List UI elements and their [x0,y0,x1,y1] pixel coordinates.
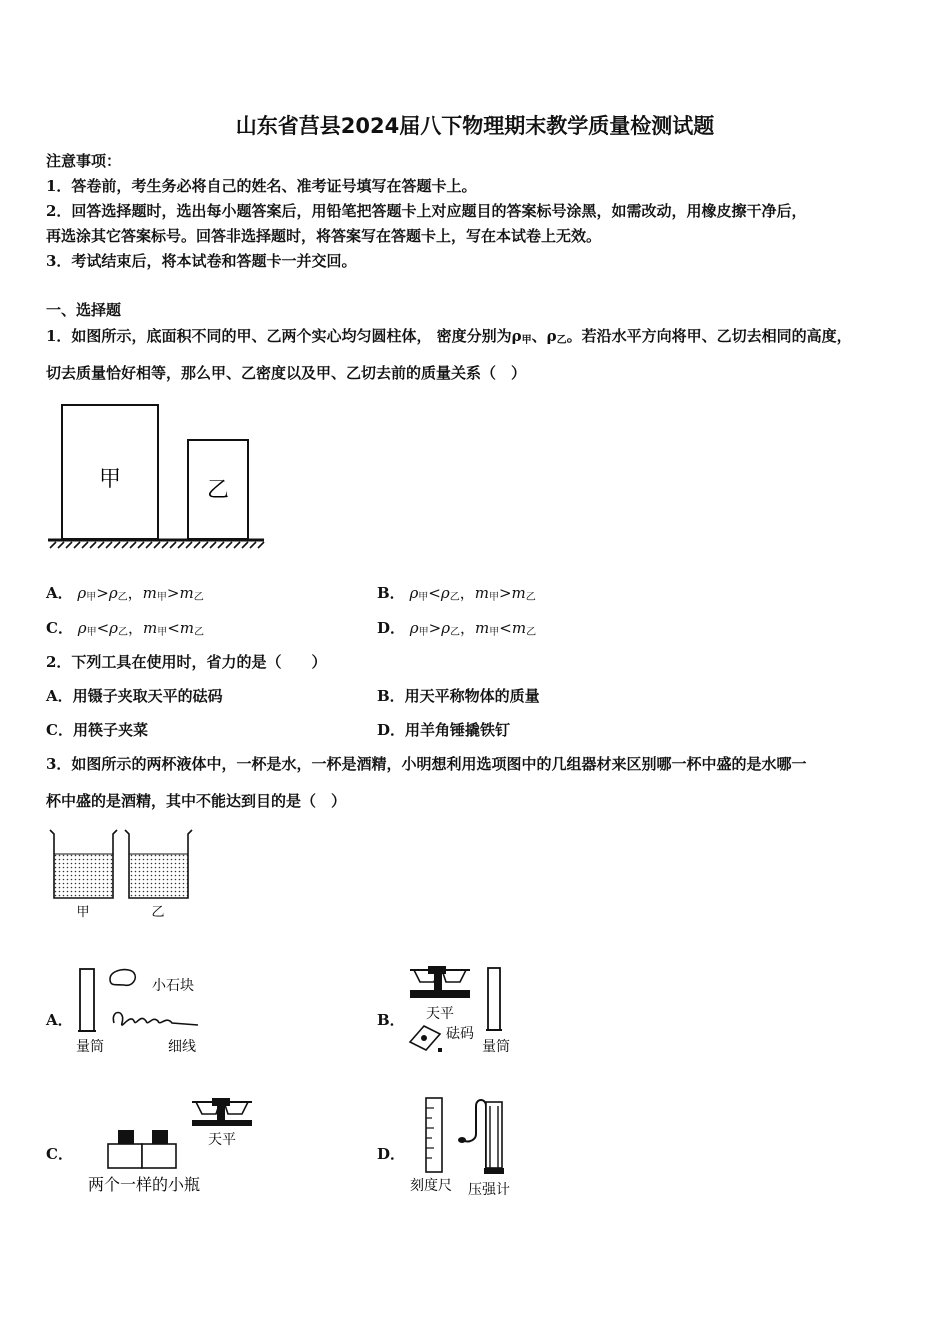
label-ruler: 刻度尺 [410,1178,452,1194]
q3-beakers-figure [46,826,196,921]
q3-option-c-letter[interactable]: C． [46,1145,73,1163]
option-letter: D． [377,619,406,637]
q1-option-b[interactable] [377,583,536,608]
q1-option-a[interactable] [46,583,204,608]
section-title: 一、选择题 [46,301,122,319]
sub: 甲 [489,627,500,638]
label-yi: 乙 [206,478,230,503]
option-letter: A． [46,584,73,602]
beaker-label-yi: 乙 [151,905,165,920]
relation: < [499,619,512,637]
weights-box-icon [410,1026,442,1052]
label-gauge: 压强计 [468,1182,510,1198]
notice-heading: 注意事项： [46,152,122,170]
q1-sub-jia: 甲 [521,335,532,346]
rho: ρ [441,619,451,637]
notice-item-2: 2．回答选择题时，选出每小题答案后，用铅笔把答题卡上对应题目的答案标号涂黑，如需改动，用橡皮擦干净后， [46,202,807,220]
q1-stem-line2: 切去质量恰好相等，那么甲、乙密度以及甲、乙切去前的质量关系（ ） [46,364,527,382]
sub: 乙 [117,592,128,603]
sub: 乙 [526,627,537,638]
sub: 乙 [117,627,128,638]
relation: < [167,619,180,637]
page-title: 山东省莒县2024届八下物理期末教学质量检测试题 [235,114,715,138]
q3-option-d-letter[interactable]: D． [377,1145,406,1163]
q1-option-d[interactable] [377,618,536,643]
q2-option-d[interactable]: D．用羊角锤撬铁钉 [377,721,511,739]
q1-stem-line1 [46,326,852,351]
relation: > [96,584,109,602]
label-cylinder: 量筒 [76,1039,104,1055]
comma: ， [127,584,143,602]
option-letter: C． [46,619,73,637]
q1-option-c[interactable] [46,618,204,643]
sub: 乙 [449,592,460,603]
pressure-gauge-icon [458,1100,504,1174]
bottle-icon [142,1130,176,1168]
sub: 甲 [86,592,97,603]
label-cylinder: 量筒 [482,1039,510,1055]
q1-sub-yi: 乙 [556,335,567,346]
comma: ， [459,584,475,602]
sub: 甲 [157,627,168,638]
option-letter: B． [377,584,405,602]
relation: < [428,584,441,602]
rho: ρ [109,619,118,637]
q1-stem-part-b: 。若沿水平方向将甲、乙切去相同的高度， [566,327,852,345]
sub: 甲 [418,592,429,603]
sub: 乙 [525,592,536,603]
q3-option-c-figure[interactable] [84,1092,264,1196]
bottle-icon [108,1130,142,1168]
sub: 乙 [194,627,205,638]
q1-sep: 、ρ [531,327,557,345]
m: m [179,584,194,602]
rho: ρ [409,584,419,602]
q3-stem-line1: 3．如图所示的两杯液体中，一杯是水，一杯是酒精，小明想利用选项图中的几组器材来区别哪一杯中盛的是水哪一 [46,755,807,773]
m: m [475,619,490,637]
label-string: 细线 [168,1039,196,1055]
sub: 乙 [193,592,204,603]
comma: ， [460,619,476,637]
q3-option-a-figure[interactable] [74,965,214,1060]
graduated-cylinder-icon [488,968,500,1030]
ground-hatch [50,542,264,548]
q2-option-b[interactable]: B．用天平称物体的质量 [377,687,540,705]
comma: ， [127,619,143,637]
m: m [511,584,526,602]
rho: ρ [440,584,450,602]
sub: 乙 [450,627,461,638]
relation: > [166,584,180,602]
label-balance: 天平 [208,1132,236,1148]
label-stone: 小石块 [152,978,194,994]
sub: 甲 [488,592,499,603]
ruler-icon [426,1098,442,1172]
stone-icon [110,970,135,986]
q1-stem-part-a: 1．如图所示，底面积不同的甲、乙两个实心均匀圆柱体， 密度分别为ρ [46,327,522,345]
q2-stem: 2．下列工具在使用时，省力的是（ ） [46,653,327,671]
m: m [511,619,527,637]
notice-item-2-cont: 再选涂其它答案标号。回答非选择题时，将答案写在答题卡上，写在本试卷上无效。 [46,227,602,245]
q1-cylinders-figure [46,400,266,552]
sub: 甲 [156,592,167,603]
label-jia: 甲 [98,467,122,492]
q2-option-c[interactable]: C．用筷子夹菜 [46,721,148,739]
m: m [179,619,195,637]
sub: 甲 [86,627,97,638]
balance-icon [410,966,470,998]
sub: 甲 [418,627,429,638]
relation: > [498,584,512,602]
beaker-jia [50,830,117,898]
beaker-yi [125,830,192,898]
m: m [142,584,157,602]
m: m [142,619,158,637]
label-weights: 砝码 [446,1026,474,1042]
label-balance: 天平 [426,1006,454,1022]
q3-option-b-letter[interactable]: B． [377,1011,405,1029]
q3-stem-line2: 杯中盛的是酒精，其中不能达到目的是（ ） [46,792,347,810]
balance-icon [192,1098,252,1126]
q2-option-a[interactable]: A．用镊子夹取天平的砝码 [46,687,223,705]
graduated-cylinder-icon [80,969,94,1031]
notice-item-3: 3．考试结束后，将本试卷和答题卡一并交回。 [46,252,357,270]
string-icon [113,1013,198,1026]
rho: ρ [77,619,87,637]
relation: < [96,619,110,637]
label-bottles: 两个一样的小瓶 [88,1175,201,1194]
q3-option-b-figure[interactable] [404,960,534,1060]
q3-option-d-figure[interactable] [406,1094,536,1198]
notice-item-1: 1．答卷前，考生务必将自己的姓名、准考证号填写在答题卡上。 [46,177,477,195]
m: m [474,584,489,602]
rho: ρ [77,584,87,602]
rho: ρ [108,584,118,602]
relation: > [428,619,442,637]
rho: ρ [409,619,419,637]
q3-option-a-letter[interactable]: A． [46,1011,73,1029]
beaker-label-jia: 甲 [76,905,90,920]
